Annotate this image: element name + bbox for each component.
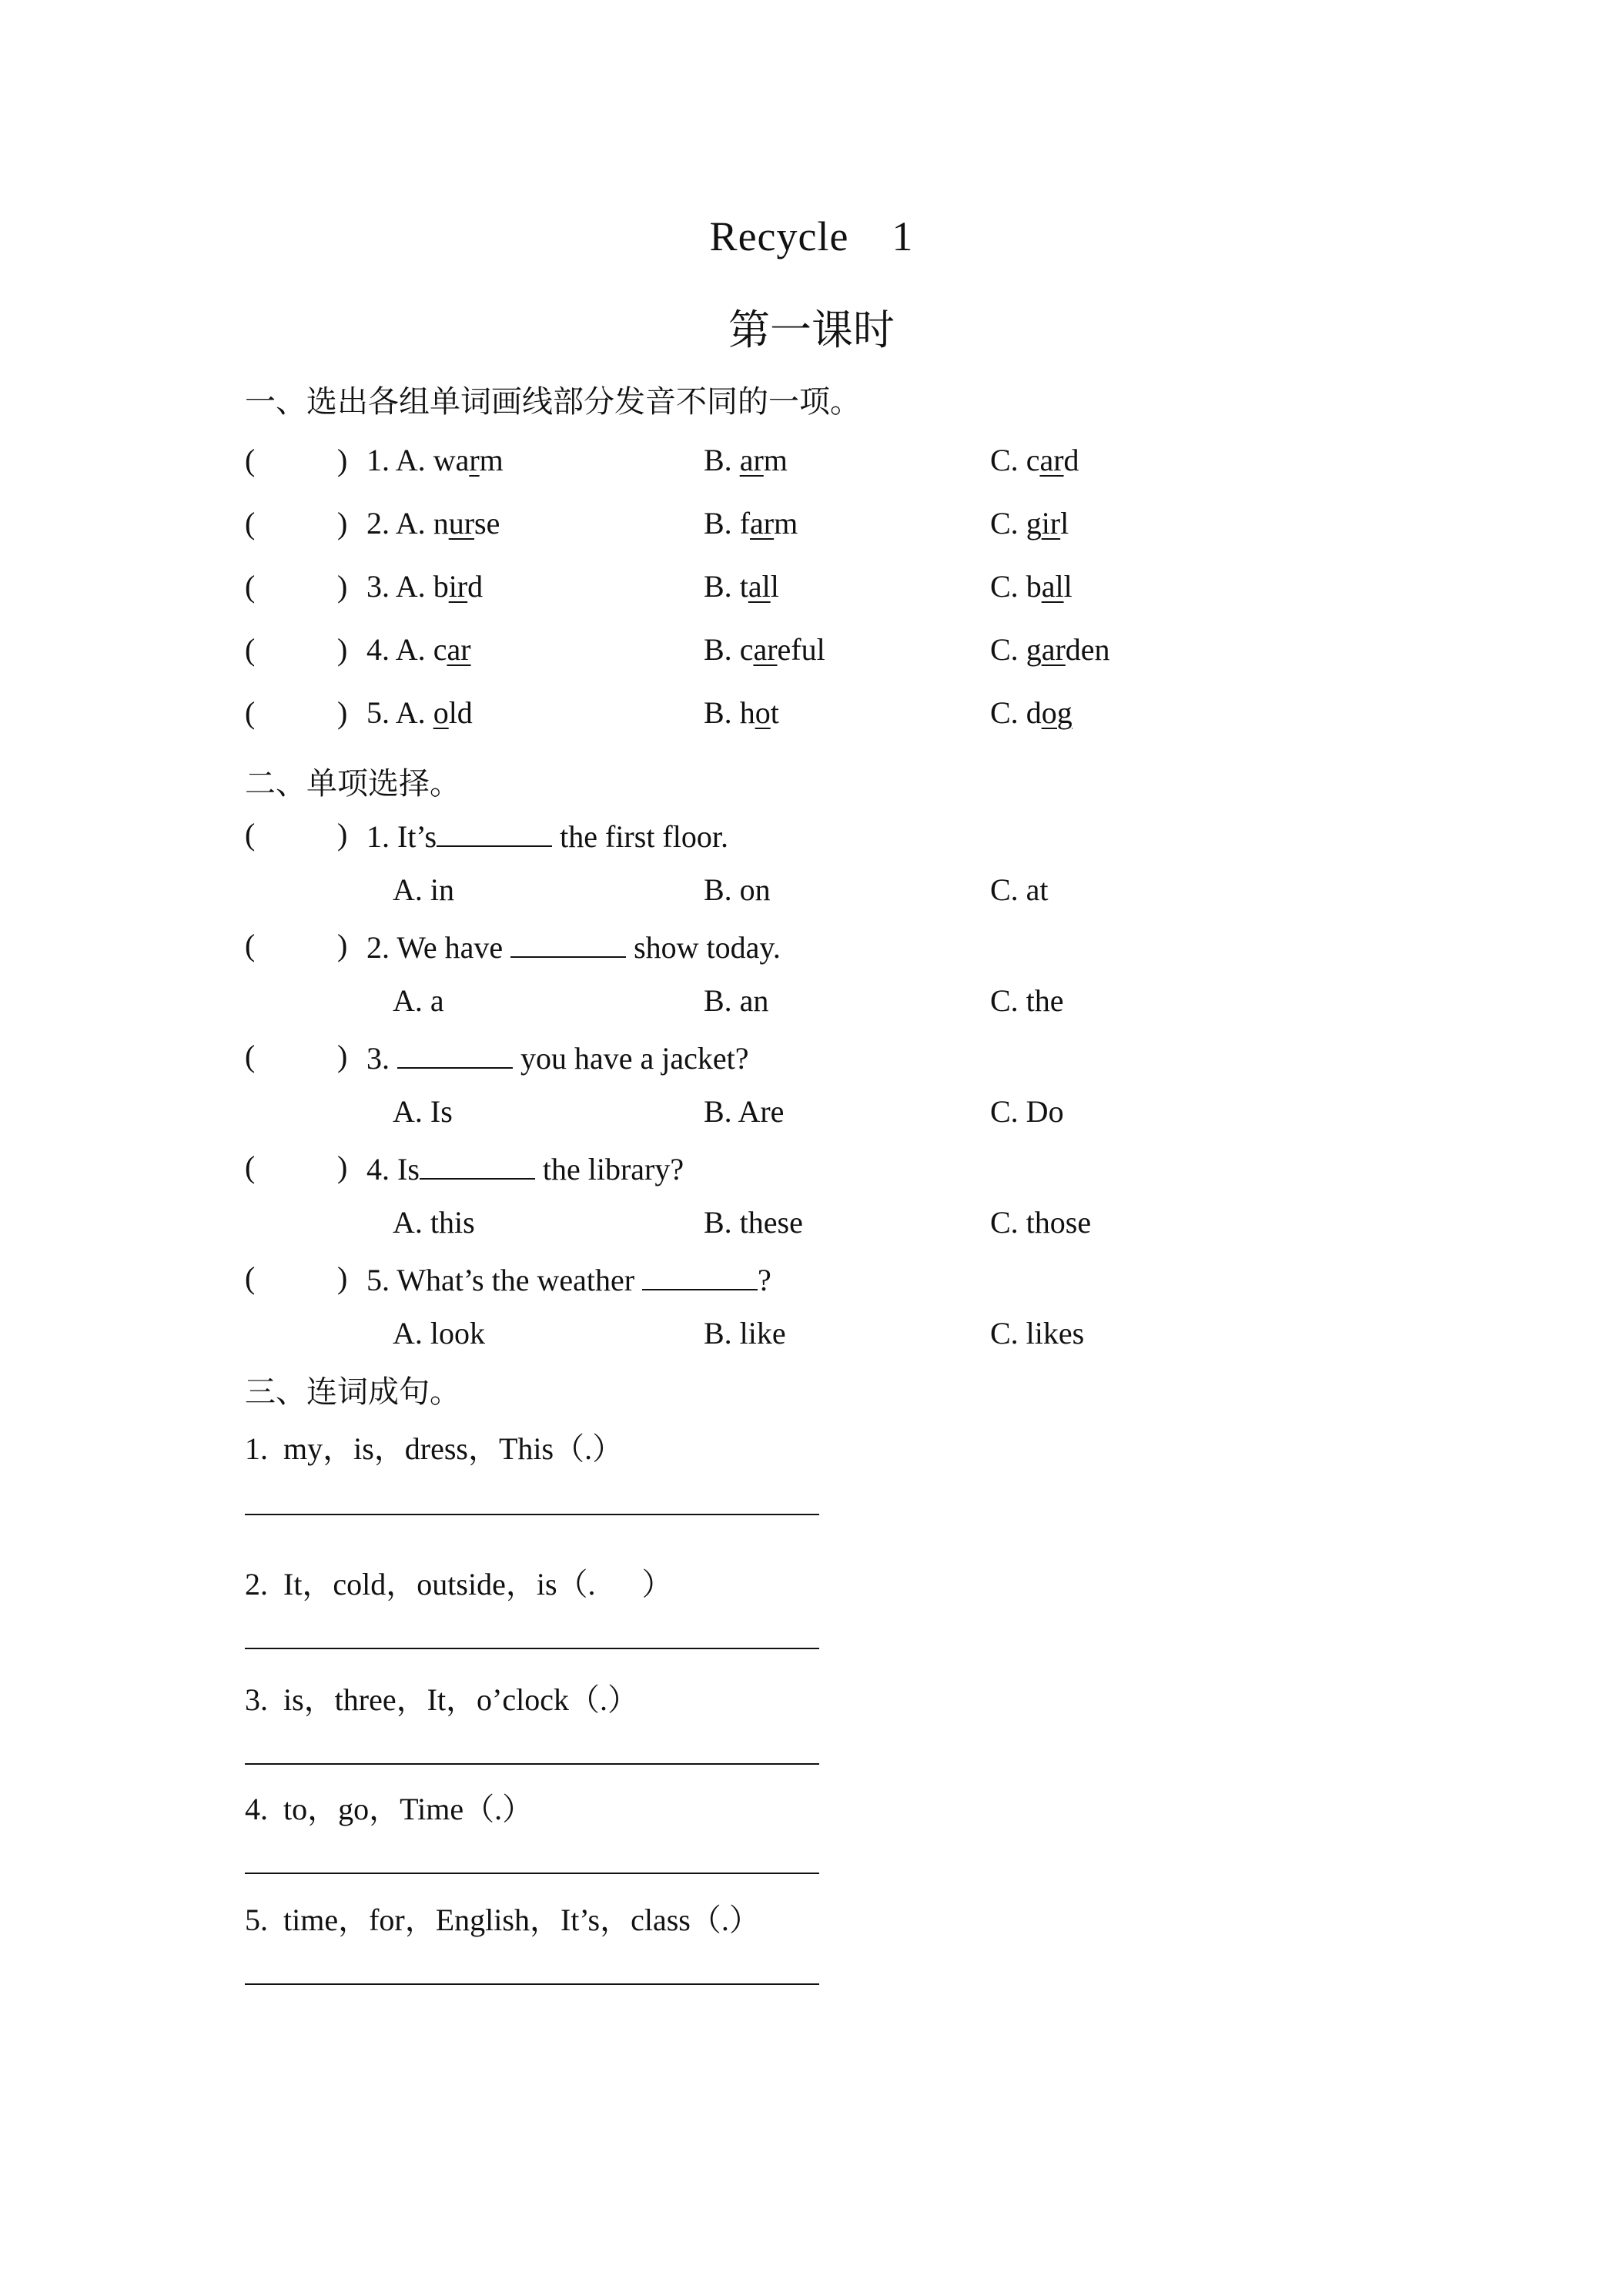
option-c[interactable]: C. likes [990, 1316, 1085, 1350]
option-a [433, 506, 500, 541]
question-stem [359, 927, 781, 966]
option-b[interactable]: B. an [704, 983, 769, 1018]
question-row [245, 1038, 1400, 1081]
answer-paren-open[interactable]: ( [245, 443, 256, 477]
question-number [359, 505, 500, 541]
question-number [359, 568, 483, 604]
section-two-heading: 二、单项选择。 [245, 766, 460, 801]
option-text: b [1026, 569, 1042, 604]
option-c [990, 505, 1069, 541]
stem-text: 1. It’s [359, 819, 437, 854]
underlined-letters: ar [750, 506, 775, 541]
options-row [245, 1093, 1400, 1136]
stem-text: 5. What’s the weather [359, 1263, 643, 1297]
option-text: C. [990, 443, 1026, 477]
option-text: b [433, 569, 449, 604]
question-number [359, 694, 473, 731]
answer-paren-open[interactable]: ( [245, 1039, 256, 1073]
question-stem [359, 1260, 771, 1298]
answer-paren-close: ) [337, 695, 348, 730]
answer-paren-open[interactable]: ( [245, 1150, 256, 1184]
fill-blank[interactable] [397, 1038, 513, 1069]
option-text: l [1060, 506, 1069, 541]
answer-paren-open[interactable]: ( [245, 569, 256, 604]
underlined-letters: og [1041, 695, 1073, 730]
option-a [433, 695, 473, 730]
option-b [704, 694, 779, 731]
option-text: m [774, 506, 798, 541]
option-c [990, 568, 1073, 604]
option-a[interactable]: A. in [393, 872, 454, 907]
question-row [245, 694, 1400, 738]
option-c[interactable]: C. Do [990, 1094, 1064, 1129]
option-text: B. [704, 443, 740, 477]
option-a[interactable]: A. a [393, 983, 444, 1018]
title-text: Recycle [709, 213, 849, 259]
reorder-question: 3. is，three，It，o’clock（.） [245, 1682, 638, 1717]
option-text: c [433, 632, 447, 667]
answer-paren-close: ) [337, 569, 348, 604]
fill-blank[interactable] [642, 1260, 758, 1290]
stem-text: 4. Is [359, 1152, 420, 1186]
fill-blank[interactable] [420, 1149, 535, 1180]
underlined-letters: o [755, 695, 771, 730]
option-c [990, 694, 1073, 731]
option-text: m [763, 443, 788, 477]
question-stem: 5. A. [359, 695, 433, 730]
underlined-letters: o [433, 695, 449, 730]
option-text: t [770, 695, 779, 730]
option-a [433, 632, 471, 667]
option-text: wa [433, 443, 470, 477]
answer-paren-close: ) [337, 1150, 348, 1184]
answer-paren-close: ) [337, 1039, 348, 1073]
option-b[interactable]: B. these [704, 1205, 803, 1240]
option-b [704, 442, 788, 478]
question-row [245, 1260, 1400, 1303]
option-a[interactable]: A. Is [393, 1094, 453, 1129]
option-c [990, 631, 1110, 668]
option-text: C. [990, 569, 1026, 604]
option-b [704, 631, 825, 668]
option-a [433, 443, 504, 477]
option-text: c [739, 632, 754, 667]
option-text: m [479, 443, 504, 477]
answer-line[interactable] [245, 1873, 819, 1874]
question-row [245, 505, 1400, 548]
option-text: B. [704, 632, 740, 667]
answer-paren-close: ) [337, 632, 348, 667]
option-text: B. [704, 569, 740, 604]
reorder-question: 4. to，go，Time（.） [245, 1792, 534, 1826]
option-b[interactable]: B. like [704, 1316, 786, 1350]
option-text: d [1063, 443, 1079, 477]
option-c[interactable]: C. those [990, 1205, 1092, 1240]
question-number [359, 631, 471, 668]
option-text: g [1026, 632, 1042, 667]
options-row [245, 1315, 1400, 1358]
options-row [245, 872, 1400, 915]
answer-line[interactable] [245, 1983, 819, 1985]
underlined-letters: al [748, 569, 771, 604]
reorder-question: 1. my，is，dress，This（.） [245, 1431, 624, 1466]
option-b [704, 568, 779, 604]
option-c[interactable]: C. at [990, 872, 1049, 907]
underlined-letters: ar [1041, 632, 1066, 667]
reorder-question: 5. time，for，English，It’s，class（.） [245, 1903, 760, 1937]
underlined-letters: ir [448, 569, 468, 604]
option-text: C. [990, 695, 1026, 730]
stem-text: 2. We have [359, 930, 511, 965]
option-text: d [467, 569, 484, 604]
question-row [245, 568, 1400, 611]
stem-text: show today. [626, 930, 781, 965]
question-stem [359, 1038, 749, 1076]
option-c[interactable]: C. the [990, 983, 1064, 1018]
underlined-letters: ar [1039, 443, 1064, 477]
question-row [245, 1149, 1400, 1192]
title-number: 1 [892, 213, 914, 259]
question-number [359, 442, 504, 478]
lesson-title: 第一课时 [728, 307, 895, 353]
underlined-letters: ar [739, 443, 764, 477]
option-b[interactable]: B. on [704, 872, 771, 907]
option-a [433, 569, 483, 604]
options-row [245, 1204, 1400, 1247]
option-text: d [1026, 695, 1042, 730]
question-stem: 3. A. [359, 569, 433, 604]
option-text: C. [990, 506, 1026, 541]
answer-paren-open[interactable]: ( [245, 928, 256, 962]
underlined-letters: ir [1041, 506, 1061, 541]
answer-paren-open[interactable]: ( [245, 695, 256, 730]
question-row [245, 927, 1400, 970]
answer-paren-open[interactable]: ( [245, 817, 256, 852]
question-row [245, 816, 1400, 859]
stem-text: ? [758, 1263, 771, 1297]
stem-text: the first floor. [552, 819, 728, 854]
option-text: h [739, 695, 755, 730]
section-one-heading: 一、选出各组单词画线部分发音不同的一项。 [245, 384, 861, 419]
option-text: den [1065, 632, 1110, 667]
answer-paren-close: ) [337, 443, 348, 477]
option-a[interactable]: A. this [393, 1205, 475, 1240]
answer-paren-open[interactable]: ( [245, 632, 256, 667]
answer-paren-close: ) [337, 1260, 348, 1295]
question-stem [359, 1149, 684, 1187]
question-stem [359, 816, 728, 855]
page-title [0, 213, 1623, 260]
underlined-letters: ar [447, 632, 471, 667]
question-row [245, 631, 1400, 674]
option-text: ld [448, 695, 473, 730]
underlined-letters: al [1041, 569, 1064, 604]
option-c [990, 442, 1079, 478]
option-text: c [1026, 443, 1040, 477]
underlined-letters: r [469, 443, 480, 477]
answer-paren-close: ) [337, 506, 348, 541]
question-stem: 4. A. [359, 632, 433, 667]
option-text: C. [990, 632, 1026, 667]
stem-text: you have a jacket? [513, 1041, 749, 1076]
option-text: f [739, 506, 751, 541]
option-text: se [474, 506, 500, 541]
fill-blank[interactable] [437, 816, 552, 847]
question-stem: 1. A. [359, 443, 433, 477]
option-text: eful [777, 632, 825, 667]
question-row [245, 442, 1400, 485]
option-text: t [739, 569, 748, 604]
question-stem: 2. A. [359, 506, 433, 541]
answer-line[interactable] [245, 1648, 819, 1649]
option-text: B. [704, 695, 740, 730]
option-text: l [1063, 569, 1073, 604]
answer-paren-open[interactable]: ( [245, 506, 256, 541]
answer-line[interactable] [245, 1763, 819, 1765]
answer-line[interactable] [245, 1514, 819, 1515]
underlined-letters: ar [753, 632, 778, 667]
answer-paren-close: ) [337, 817, 348, 852]
option-b [704, 505, 798, 541]
option-a[interactable]: A. look [393, 1316, 485, 1350]
answer-paren-open[interactable]: ( [245, 1260, 256, 1295]
stem-text: 3. [359, 1041, 397, 1076]
option-text: g [1026, 506, 1042, 541]
option-text: l [770, 569, 779, 604]
stem-text: the library? [534, 1152, 684, 1186]
reorder-question: 2. It，cold，outside，is（. ） [245, 1567, 673, 1602]
underlined-letters: ur [448, 506, 475, 541]
option-text: n [433, 506, 449, 541]
options-row [245, 982, 1400, 1026]
option-text: B. [704, 506, 740, 541]
section-three-heading: 三、连词成句。 [245, 1374, 460, 1409]
answer-paren-close: ) [337, 928, 348, 962]
option-b[interactable]: B. Are [704, 1094, 785, 1129]
fill-blank[interactable] [510, 927, 626, 958]
